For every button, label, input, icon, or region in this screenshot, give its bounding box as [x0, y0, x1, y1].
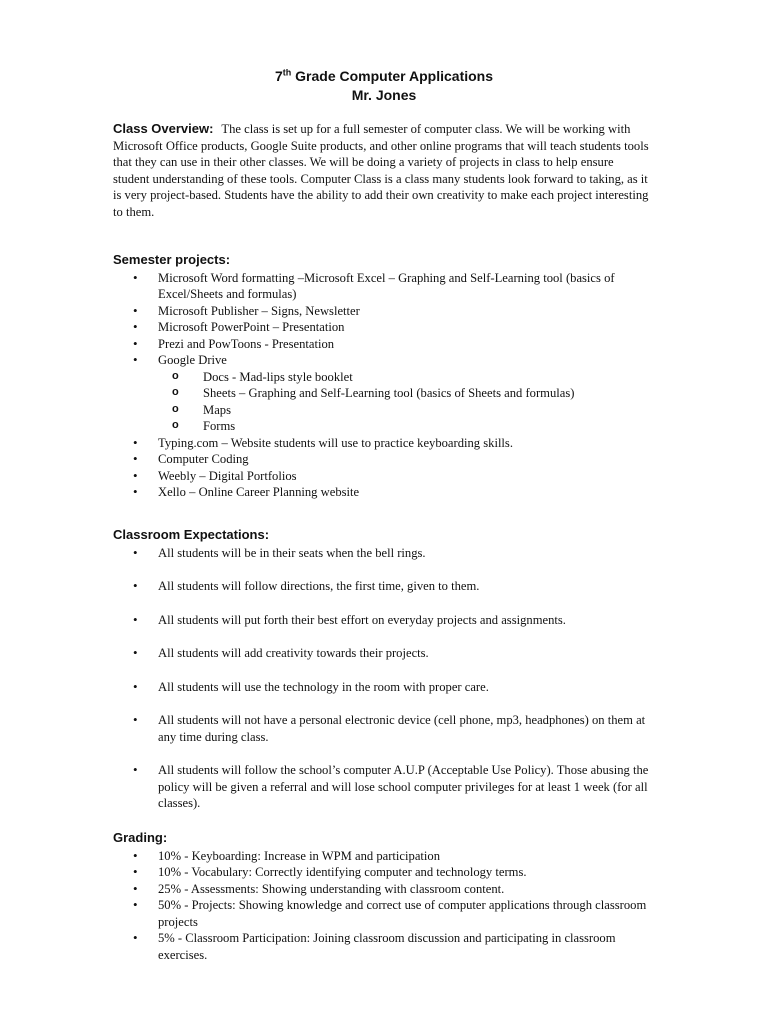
grading-section	[113, 830, 653, 963]
sub-list-item: o Maps	[113, 402, 653, 419]
class-overview-section	[113, 121, 653, 220]
google-drive-sublist	[158, 369, 653, 435]
list-item: • All students will follow the school’s computer A.U.P (Acceptable Use Policy). Those abusing the policy will be given a referral and will lose school computer privileges for at least 1 week (for all classes).	[113, 762, 653, 812]
list-item: • All students will use the technology in the room with proper care.	[113, 679, 653, 696]
list-item: • 10% - Keyboarding: Increase in WPM and participation	[113, 848, 653, 865]
semester-projects-list	[113, 270, 653, 501]
list-item: • 10% - Vocabulary: Correctly identifying computer and technology terms.	[113, 864, 653, 881]
list-item: • All students will be in their seats when the bell rings.	[113, 545, 653, 562]
list-item: • All students will put forth their best effort on everyday projects and assignments.	[113, 612, 653, 629]
ordinal-superscript: th	[282, 67, 292, 78]
document-title	[0, 67, 768, 105]
list-item: • Weebly – Digital Portfolios	[113, 468, 653, 485]
list-item: • Typing.com – Website students will use to practice keyboarding skills.	[113, 435, 653, 452]
classroom-expectations-heading: Classroom Expectations:	[113, 527, 270, 542]
list-item: • Microsoft PowerPoint – Presentation	[113, 319, 653, 336]
classroom-expectations-section	[113, 527, 653, 829]
sub-list-item: o Docs - Mad-lips style booklet	[113, 369, 653, 386]
list-item: • All students will follow directions, the first time, given to them.	[113, 578, 653, 595]
list-item: • Xello – Online Career Planning website	[113, 484, 653, 501]
semester-projects-section	[113, 252, 653, 501]
list-item: • All students will not have a personal electronic device (cell phone, mp3, headphones) on them at any time during class.	[113, 712, 653, 745]
semester-projects-heading: Semester projects:	[113, 252, 231, 267]
list-item: • 25% - Assessments: Showing understanding with classroom content.	[113, 881, 653, 898]
list-item: • Computer Coding	[113, 451, 653, 468]
list-item: • Microsoft Publisher – Signs, Newsletter	[113, 303, 653, 320]
list-item: • All students will add creativity towards their projects.	[113, 645, 653, 662]
grading-heading: Grading:	[113, 830, 168, 845]
list-item: • 50% - Projects: Showing knowledge and correct use of computer applications through classroom projects	[113, 897, 653, 930]
sub-list-item: o Sheets – Graphing and Self-Learning tool (basics of Sheets and formulas)	[113, 385, 653, 402]
course-title: 7th Grade Computer Applications	[274, 67, 494, 84]
classroom-expectations-list	[113, 545, 653, 812]
grading-list	[113, 848, 653, 964]
list-item-google-drive: • Google Drive o Docs - Mad-lips style booklet o Sheets – Graphing and Self-Learning tool (basics of Sheets and formulas) o Maps o Forms	[113, 352, 653, 435]
sub-list-item: o Forms	[113, 418, 653, 435]
class-overview-text: The class is set up for a full semester of computer class. We will be working with Microsoft Office products, Google Suite products, and other online programs that will teach students tools that they can use in their other classes. We will be doing a variety of projects in class to help ensure student understanding of these tools. Computer Class is a class many students look forward to taking, as it is very project-based. Students have the ability to add their own creativity to make each project interesting to them.	[113, 122, 649, 219]
class-overview-heading: Class Overview:	[113, 121, 214, 136]
list-item: • Prezi and PowToons - Presentation	[113, 336, 653, 353]
teacher-name: Mr. Jones	[351, 87, 417, 103]
list-item: • 5% - Classroom Participation: Joining classroom discussion and participating in classroom exercises.	[113, 930, 653, 963]
list-item: • Microsoft Word formatting –Microsoft Excel – Graphing and Self-Learning tool (basics of Excel/Sheets and formulas)	[113, 270, 653, 303]
